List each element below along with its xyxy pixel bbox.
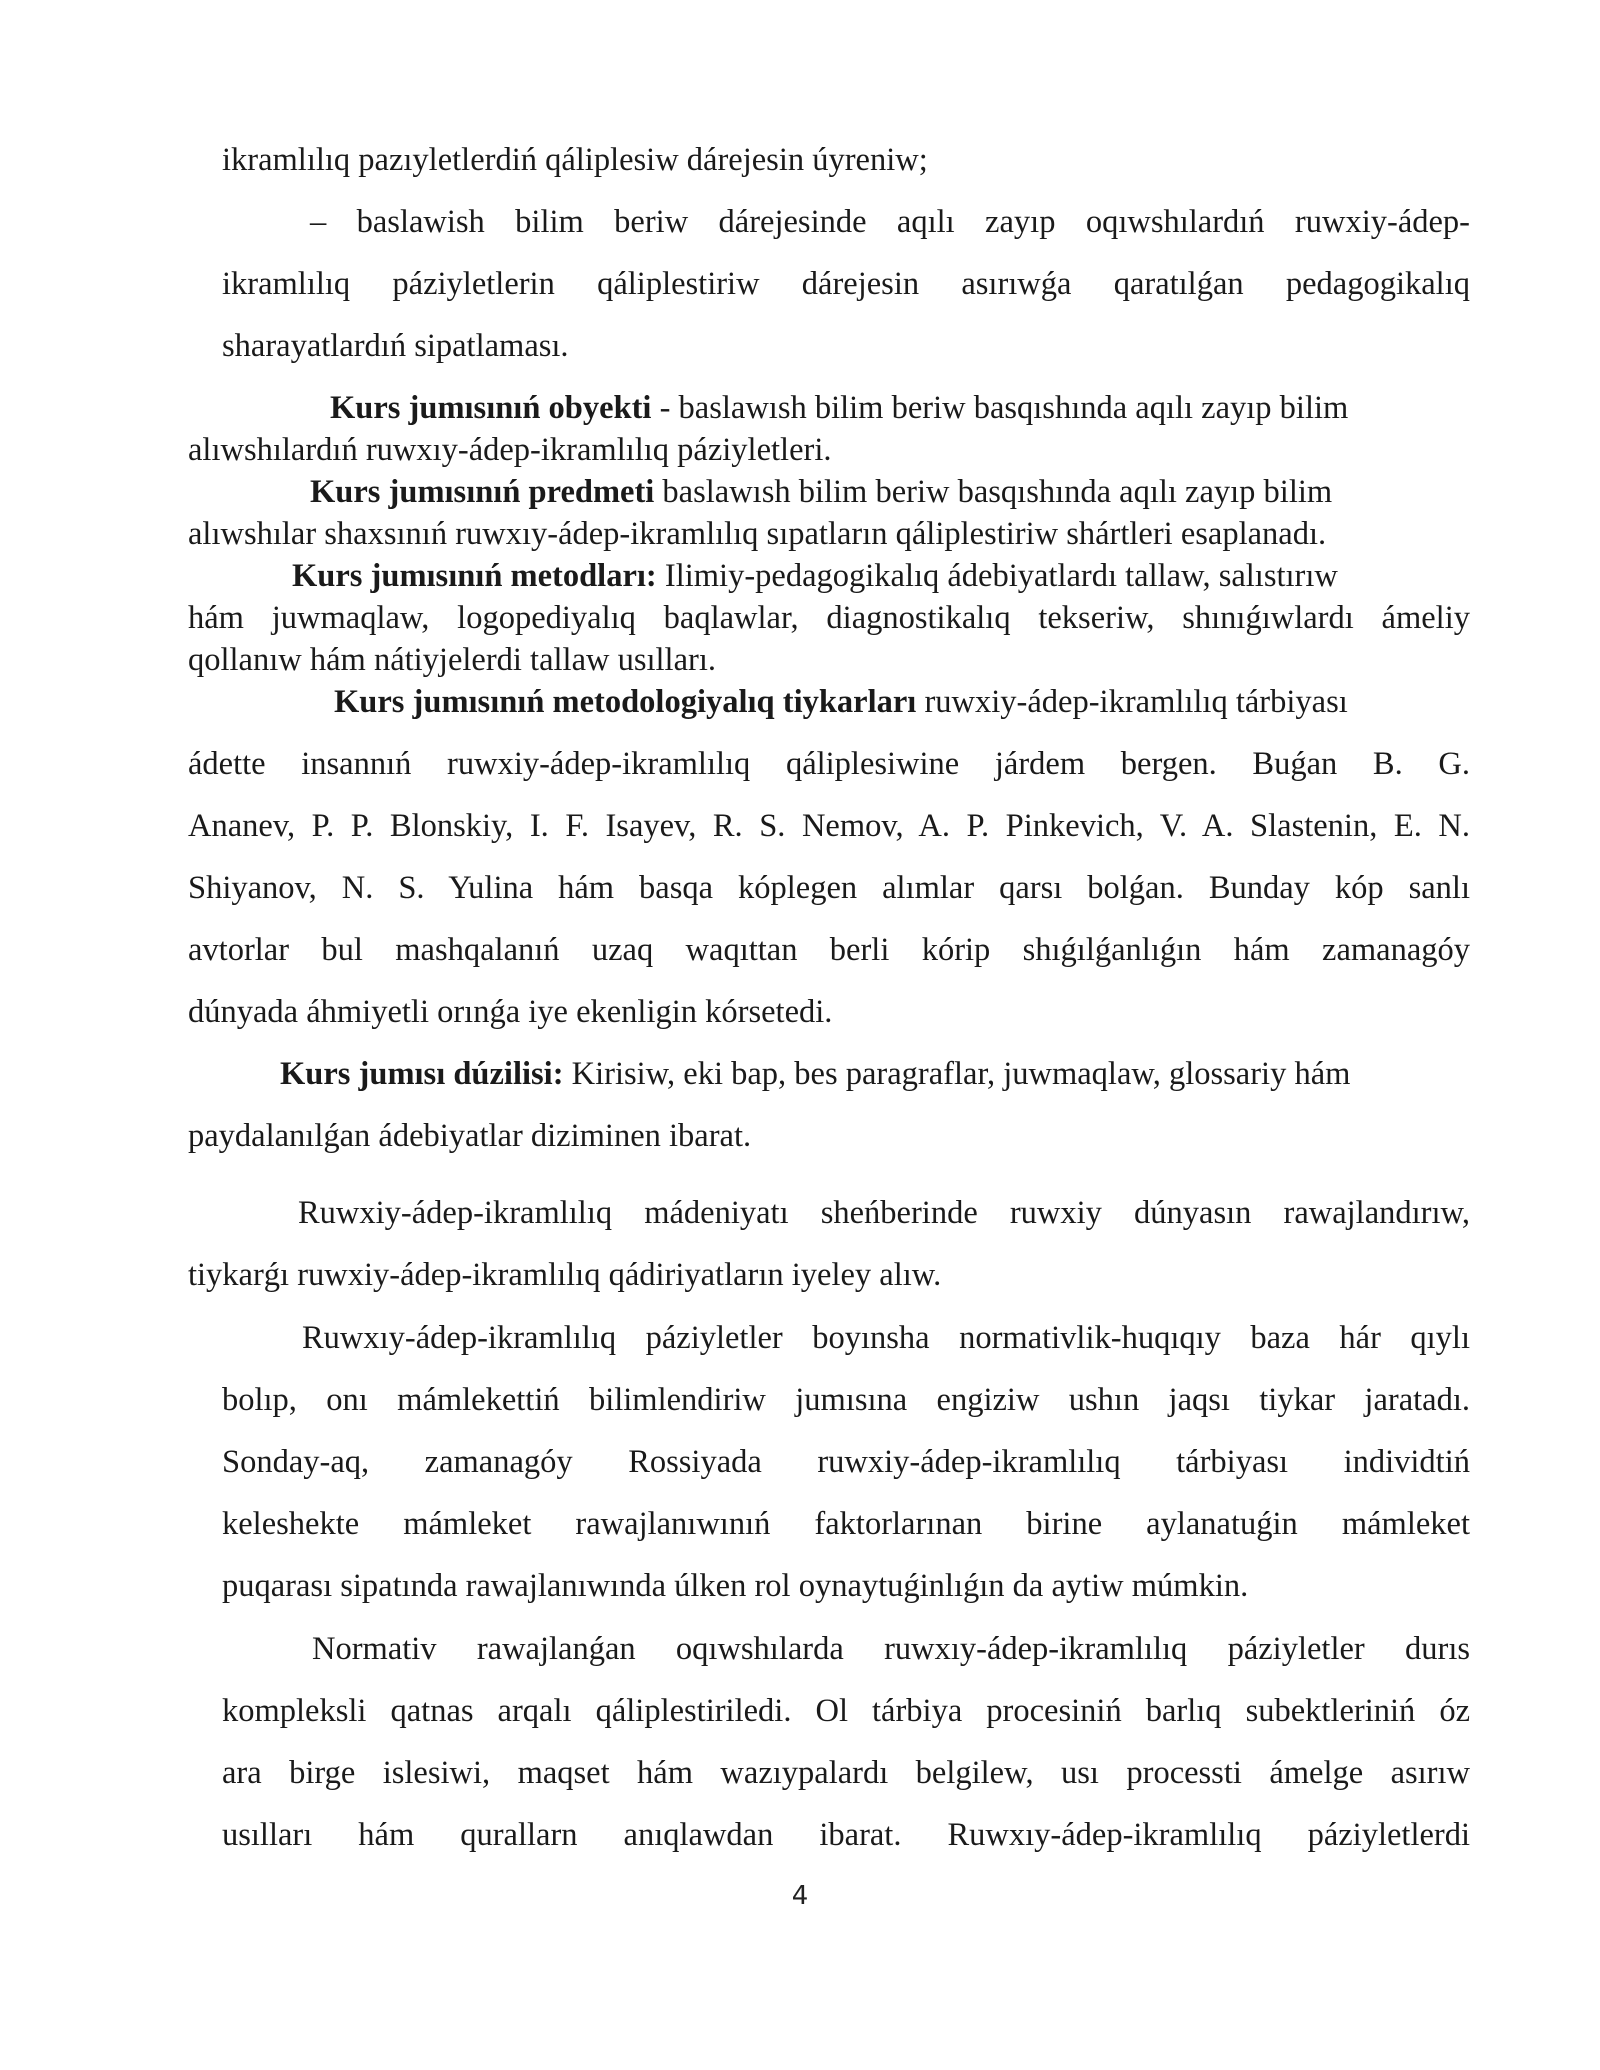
text-line: Ruwxiy-ádep-ikramlılıq mádeniyatı sheńberinde ruwxiy dúnyasın rawajlandırıw,: [298, 1195, 1470, 1231]
text-line: alıwshılardıń ruwxıy-ádep-ikramlılıq páziyletleri.: [188, 432, 832, 468]
text-line: Kurs jumısınıń metodları: Ilimiy-pedagogikalıq ádebiyatlardı tallaw, salıstırıw: [292, 558, 1338, 594]
text-line: paydalanılǵan ádebiyatlar diziminen ibarat.: [188, 1118, 752, 1154]
text-line: Kurs jumısınıń metodologiyalıq tiykarları ruwxiy-ádep-ikramlılıq tárbiyası: [334, 684, 1348, 720]
text-line: qollanıw hám nátiyjelerdi tallaw usılları.: [188, 642, 716, 678]
text-line: Ruwxıy-ádep-ikramlılıq páziyletler boyınsha normativlik-huqıqıy baza hár qıylı: [302, 1320, 1470, 1356]
text-line: ikramlılıq páziyletlerin qáliplestiriw dárejesin asırıwǵa qaratılǵan pedagogikalıq: [222, 266, 1470, 302]
text-line: Kurs jumısı dúzilisi: Kirisiw, eki bap, bes paragraflar, juwmaqlaw, glossariy hám: [280, 1056, 1351, 1092]
text-line: keleshekte mámleket rawajlanıwınıń faktorlarınan birine aylanatuǵin mámleket: [222, 1506, 1470, 1542]
text-line: ikramlılıq pazıyletlerdiń qáliplesiw dárejesin úyreniw;: [222, 142, 928, 178]
text-line: dúnyada áhmiyetli orınǵa iye ekenligin kórsetedi.: [188, 994, 833, 1030]
text-line: ádette insannıń ruwxiy-ádep-ikramlılıq qáliplesiwine járdem bergen. Buǵan B. G.: [188, 746, 1470, 782]
text-line: – baslawish bilim beriw dárejesinde aqılı zayıp oqıwshılardıń ruwxiy-ádep-: [310, 204, 1470, 240]
text-line: usılları hám qurallarn anıqlawdan ibarat. Ruwxıy-ádep-ikramlılıq páziyletlerdi: [222, 1817, 1470, 1853]
text-line: Kurs jumısınıń obyekti - baslawısh bilim beriw basqıshında aqılı zayıp bilim: [330, 390, 1349, 426]
text-line: Normativ rawajlanǵan oqıwshılarda ruwxıy-ádep-ikramlılıq páziyletler durıs: [312, 1631, 1470, 1667]
bold-heading: Kurs jumısı dúzilisi:: [280, 1056, 564, 1092]
bold-heading: Kurs jumısınıń metodları:: [292, 558, 657, 594]
bold-heading: Kurs jumısınıń obyekti: [330, 390, 652, 426]
text-line: Sonday-aq, zamanagóy Rossiyada ruwxiy-ádep-ikramlılıq tárbiyası individtiń: [222, 1444, 1470, 1480]
text-line: sharayatlardıń sipatlaması.: [222, 328, 569, 364]
text-line: avtorlar bul mashqalanıń uzaq waqıttan berli kórip shıǵılǵanlıǵın hám zamanagóy: [188, 932, 1470, 968]
page-number: 4: [791, 1881, 809, 1911]
text-line: bolıp, onı mámlekettiń bilimlendiriw jumısına engiziw ushın jaqsı tiykar jaratadı.: [222, 1382, 1470, 1418]
bold-heading: Kurs jumısınıń metodologiyalıq tiykarları: [334, 684, 917, 720]
text-line: hám juwmaqlaw, logopediyalıq baqlawlar, diagnostikalıq tekseriw, shınıǵıwlardı ámeliy: [188, 600, 1470, 636]
text-line: tiykarǵı ruwxiy-ádep-ikramlılıq qádiriyatların iyeley alıw.: [188, 1257, 942, 1293]
text-line: Kurs jumısınıń predmeti baslawısh bilim beriw basqıshında aqılı zayıp bilim: [310, 474, 1333, 510]
text-line: Shiyanov, N. S. Yulina hám basqa kóplegen alımlar qarsı bolǵan. Bunday kóp sanlı: [188, 870, 1470, 906]
text-line: Ananev, P. P. Blonskiy, I. F. Isayev, R. S. Nemov, A. P. Pinkevich, V. A. Slastenin, E. N.: [188, 808, 1470, 844]
text-line: alıwshılar shaxsınıń ruwxıy-ádep-ikramlılıq sıpatların qáliplestiriw shártleri esaplanadı.: [188, 516, 1327, 552]
text-line: puqarası sipatında rawajlanıwında úlken rol oynaytuǵinlıǵın da aytiw múmkin.: [222, 1568, 1249, 1604]
text-line: kompleksli qatnas arqalı qáliplestiriledi. Ol tárbiya procesiniń barlıq subektleriniń óz: [222, 1693, 1470, 1729]
text-line: ara birge islesiwi, maqset hám wazıypalardı belgilew, usı processti ámelge asırıw: [222, 1755, 1470, 1791]
bold-heading: Kurs jumısınıń predmeti: [310, 474, 655, 510]
